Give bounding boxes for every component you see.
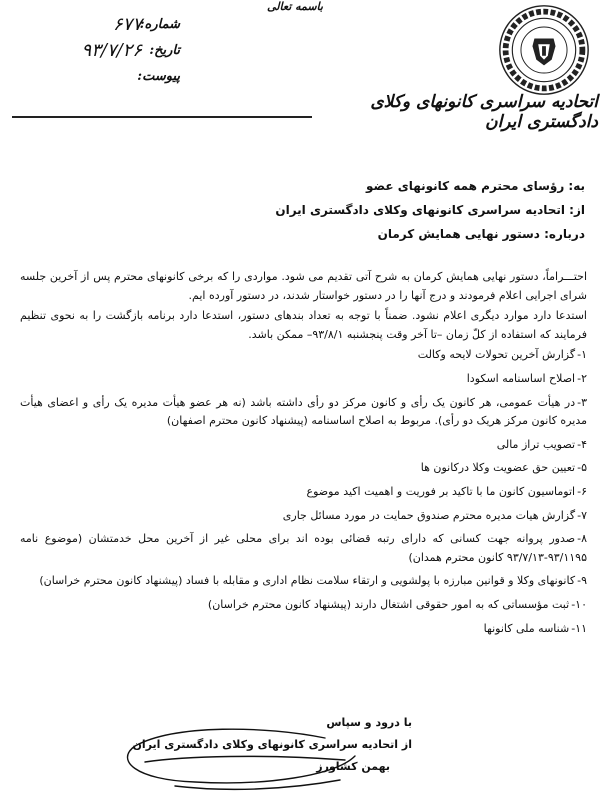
date-label: تاریخ: <box>149 43 180 58</box>
agenda-item <box>20 370 587 389</box>
org-title: اتحادیه سراسری کانونهای وکلای دادگستری ایران <box>370 92 598 132</box>
agenda-item-number: ۲- <box>577 371 587 385</box>
address-block <box>20 174 585 246</box>
agenda-item-text: تعیین حق عضویت وکلا درکانون ها <box>420 461 576 475</box>
closing-greeting: با درود و سپاس <box>326 716 412 729</box>
agenda-item-text: گزارش آخرین تحولات لایحه وکالت <box>417 348 576 362</box>
agenda-item <box>20 346 587 365</box>
letter-meta <box>60 12 180 90</box>
agenda-item-text: ثبت مؤسساتی که به امور حقوقی اشتغال دارند (پیشنهاد کانون محترم خراسان) <box>207 597 570 611</box>
header-divider <box>12 116 312 118</box>
agenda-item-number: ۱۰- <box>571 597 587 611</box>
intro-paragraph: احتـــراماً، دستور نهایی همایش کرمان به شرح آتی تقدیم می شود. مواردی را که برخی کانونهای محترم پس از آخرین جلسه شرای اجرایی اعلام فرمودند و درج آنها را در دستور خواستار شدند، در دستور آورده ایم. <box>20 270 587 302</box>
agenda-item-text: گزارش هیات مدیره محترم صندوق حمایت در مورد مسائل جاری <box>282 508 576 522</box>
agenda-item-text: صدور پروانه جهت کسانی که دارای رتبه قضائی بوده اند برای محلی غیر از آخرین محل خدمتشان (موضوع نامه ۹۳/۱۱۹۵-۹۳/۷/۱۳ کانون محترم همدان) <box>20 532 587 564</box>
agenda-item-number: ۷- <box>577 508 587 522</box>
agenda-item-number: ۱۱- <box>571 621 587 635</box>
invocation-text: باسمه تعالی <box>267 0 323 13</box>
agenda-item-number: ۵- <box>577 461 587 475</box>
date-row <box>60 38 180 64</box>
agenda-item-text: اصلاح اساسنامه اسکودا <box>466 371 576 385</box>
agenda-item-number: ۴- <box>577 437 587 451</box>
agenda-item <box>20 620 587 639</box>
agenda-item <box>20 394 587 431</box>
date-value: ۹۳/۷/۲۶ <box>81 40 142 61</box>
recipient-line: به: رؤسای محترم همه کانونهای عضو <box>365 179 585 193</box>
letter-body <box>20 268 587 643</box>
agenda-item-text: در هیأت عمومی، هر کانون یک رأی و کانون مرکز دو رأی داشته باشد (نه هر عضو هیأت مدیره یک رأی و اعضای هیأت مدیره کانون مرکز هریک دو رأی). مربوط به اصلاح اساسنامه (پیشنهاد کانون محترم اصفهان) <box>20 395 587 428</box>
attachment-row <box>60 64 180 90</box>
agenda-item <box>20 436 587 455</box>
agenda-item-number: ۶- <box>577 484 587 498</box>
agenda-item <box>20 507 587 526</box>
agenda-item <box>20 596 587 615</box>
number-row <box>60 12 180 38</box>
agenda-item <box>20 459 587 478</box>
agenda-item-text: اتوماسیون کانون ما با تاکید بر فوریت و اهمیت اکید موضوع <box>306 484 576 498</box>
agenda-item <box>20 530 587 567</box>
agenda-item-number: ۹- <box>577 574 587 588</box>
attachment-label: پیوست: <box>137 69 180 84</box>
emblem-seal-icon <box>496 2 592 98</box>
agenda-item <box>20 572 587 591</box>
agenda-item-number: ۱- <box>577 348 587 362</box>
agenda-item-text: تصویب تراز مالی <box>496 437 576 451</box>
closing-block <box>20 712 600 778</box>
agenda-item-text: کانونهای وکلا و قوانین مبارزه با پولشویی و ارتقاء سلامت نظام اداری و مقابله با فساد (پیشنهاد کانون محترم خراسان) <box>39 574 576 588</box>
closing-org: از اتحادیه سراسری کانونهای وکلای دادگستری ایران <box>132 738 412 751</box>
note-paragraph: استدعا دارد موارد دیگری اعلام نشود. ضمناً با توجه به تعداد بندهای دستور، استدعا دارد برنامه بازگشت را به نحوی تنظیم فرمایند که استفاده از کلّ زمان –تا آخر وقت پنجشنبه ۹۳/۸/۱– ممکن باشد. <box>20 309 587 341</box>
subject-line: درباره: دستور نهایی همایش کرمان <box>377 227 585 241</box>
agenda-item-text: شناسه ملی کانونها <box>483 621 570 635</box>
agenda-item-number: ۸- <box>577 532 587 546</box>
sender-line: از: اتحادیه سراسری کانونهای وکلای دادگستری ایران <box>275 203 585 217</box>
agenda-item-number: ۳- <box>577 395 587 409</box>
agenda-item <box>20 483 587 502</box>
number-value: ۶۷۷ <box>112 14 142 35</box>
signatory-name: بهمن کشاورز <box>316 760 390 773</box>
agenda-list <box>20 346 587 638</box>
number-label: شماره: <box>139 17 180 32</box>
